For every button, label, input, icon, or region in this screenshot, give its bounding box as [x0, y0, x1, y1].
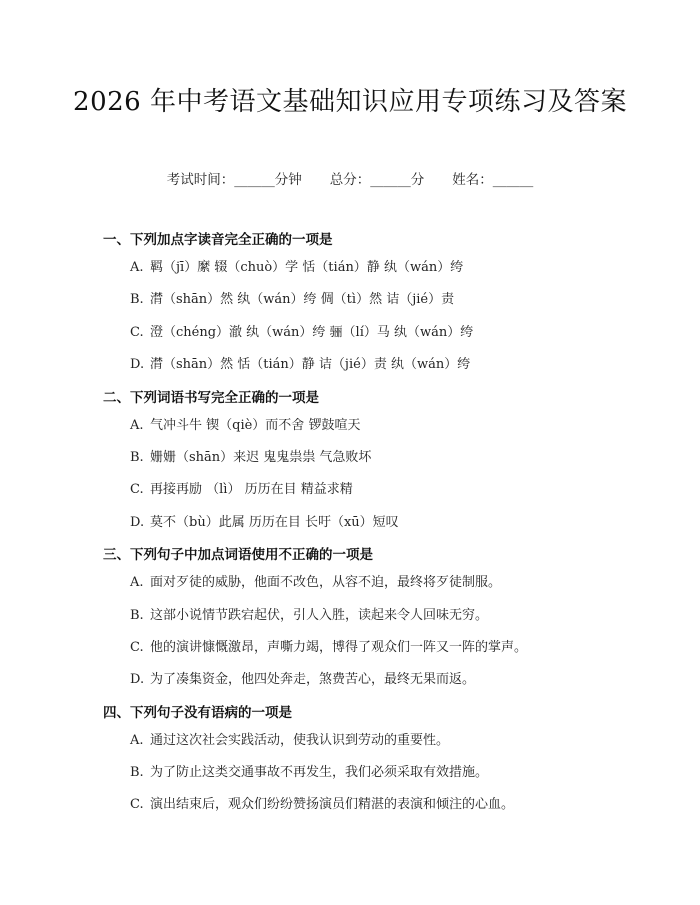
option-b — [130, 765, 663, 781]
option-text: 气冲斗牛 锲（qiè）而不舍 锣鼓喧天 — [150, 417, 361, 433]
option-text: 通过这次社会实践活动，使我认识到劳动的重要性。 — [150, 732, 450, 748]
option-text: 潸（shān）然 纨（wán）绔 倜（tì）然 诘（jié）责 — [150, 292, 455, 308]
option-text: 莫不（bù）此属 历历在目 长吁（xū）短叹 — [150, 514, 399, 530]
option-a — [130, 418, 663, 434]
option-letter: B. — [130, 292, 144, 308]
document-title: 2026 年中考语文基础知识应用专项练习及答案 — [73, 87, 627, 117]
question-title: 一、下列加点字读音完全正确的一项是 — [103, 232, 333, 248]
question-title: 二、下列词语书写完全正确的一项是 — [103, 389, 319, 406]
option-c — [130, 325, 663, 341]
question-title: 四、下列句子没有语病的一项是 — [103, 704, 292, 721]
exam-time: 考试时间：______分钟 — [166, 172, 302, 188]
option-d — [130, 672, 663, 688]
option-c — [130, 482, 663, 498]
option-text: 澄（chéng）澈 纨（wán）绔 骊（lí）马 纨（wán）绔 — [150, 324, 474, 340]
option-c — [130, 640, 663, 656]
option-letter: B. — [130, 607, 144, 623]
option-letter: D. — [130, 672, 145, 688]
option-letter: D. — [130, 514, 145, 530]
option-text: 潸（shān）然 恬（tián）静 诘（jié）责 纨（wán）绔 — [150, 357, 471, 373]
option-text: 为了凑集资金，他四处奔走，煞费苦心，最终无果而返。 — [150, 672, 476, 688]
exam-name: 姓名：______ — [452, 172, 534, 188]
option-letter: C. — [130, 324, 144, 340]
option-d — [130, 515, 663, 531]
option-d — [130, 357, 663, 373]
option-text: 再接再励 （lì） 历历在目 精益求精 — [150, 482, 353, 498]
question-title: 三、下列句子中加点词语使用不正确的一项是 — [103, 547, 373, 564]
option-text: 羁（jī）縻 辍（chuò）学 恬（tián）静 纨（wán）绔 — [150, 260, 464, 275]
option-b — [130, 292, 663, 308]
option-letter: C. — [130, 639, 144, 655]
option-b — [130, 450, 663, 466]
option-text: 这部小说情节跌宕起伏，引人入胜，读起来令人回味无穷。 — [150, 607, 489, 623]
option-text: 为了防止这类交通事故不再发生，我们必须采取有效措施。 — [150, 765, 489, 781]
question-2 — [103, 390, 663, 531]
exam-meta — [0, 168, 700, 188]
option-letter: A. — [130, 260, 144, 275]
option-letter: D. — [130, 357, 145, 373]
option-a — [130, 733, 663, 749]
option-text: 面对歹徒的威胁，他面不改色，从容不迫，最终将歹徒制服。 — [150, 575, 502, 591]
option-letter: B. — [130, 449, 144, 465]
option-c — [130, 797, 663, 813]
option-b — [130, 608, 663, 624]
option-letter: A. — [130, 732, 144, 748]
option-text: 演出结束后，观众们纷纷赞扬演员们精湛的表演和倾注的心血。 — [150, 797, 515, 813]
option-a — [130, 260, 663, 276]
question-3 — [103, 547, 663, 688]
question-4 — [103, 705, 663, 814]
option-text: 姗姗（shān）来迟 鬼鬼祟祟 气急败坏 — [150, 449, 372, 465]
exam-score: 总分：______分 — [329, 172, 425, 188]
option-letter: B. — [130, 765, 144, 781]
option-letter: A. — [130, 417, 144, 433]
option-letter: A. — [130, 575, 144, 591]
questions — [103, 232, 663, 830]
option-letter: C. — [130, 797, 144, 813]
option-a — [130, 575, 663, 591]
option-letter: C. — [130, 482, 144, 498]
question-1 — [103, 232, 663, 373]
option-text: 他的演讲慷慨激昂，声嘶力竭，博得了观众们一阵又一阵的掌声。 — [150, 639, 528, 655]
